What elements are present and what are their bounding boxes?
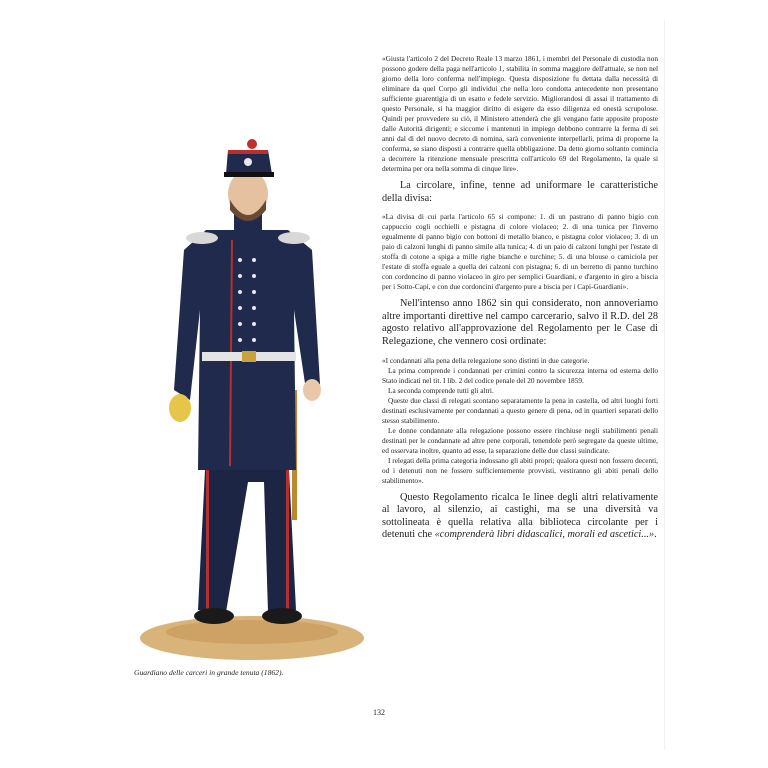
page-number: 132 — [373, 708, 385, 717]
quote-relegazione — [382, 356, 658, 486]
paragraph-regolamento-quote: «comprenderà libri didascalici, morali ed ascetici...» — [434, 529, 655, 541]
right-boot — [262, 608, 302, 624]
paragraph-divisa: La circolare, infine, tenne ad uniformare le caratteristiche della divisa: — [382, 180, 658, 204]
trousers — [198, 450, 296, 612]
right-epaulette — [278, 232, 310, 244]
book-page — [96, 18, 662, 758]
paragraph-regolamento-main: Questo Regolamento ricalca le linee degli altri relativamente al lavoro, al silenzio, ai castighi, ma se una diversità va sottolineata è quella relativa alla biblioteca circolante per i detenuti che — [382, 491, 658, 541]
tunic — [174, 230, 320, 470]
page-edge — [664, 20, 665, 750]
text-column — [382, 54, 658, 549]
guard-uniform-illustration — [136, 90, 364, 660]
quote-line: Queste due classi di relegati scontano separatamente la pena in castella, od altri luoghi forti destinati esclusivamente per condannati a questo genere di pena, od in quartieri separati dello stesso stabilimento. — [382, 395, 658, 425]
left-boot — [194, 608, 234, 624]
quote-line: «I condannati alla pena della relegazione sono distinti in due categorie. — [382, 355, 590, 365]
quote-line: Le donne condannate alla relegazione possono essere rinchiuse negli stabilimenti penali destinati per le condannate ad altre pene corporali, tenendole però segregate da queste ultime, ed osservata inoltre, quanto ad esse, la separazione delle due classi suindicate. — [382, 425, 658, 455]
quote-line: I relegati della prima categoria indossano gli abiti propri; qualora questi non fossero decenti, od i detenuti non ne fossero sufficientemente provvisti, vestiranno gli abiti penali dello stabilimento». — [382, 455, 658, 485]
glove — [169, 394, 191, 422]
paragraph-regolamento-end: . — [654, 529, 657, 541]
quote-line: La prima comprende i condannati per crimini contro la sicurezza interna od esterna dello Stato indicati nel tit. I lib. 2 del codice penale del 20 novembre 1859. — [382, 365, 658, 385]
illustration-caption: Guardiano delle carceri in grande tenuta (1862). — [134, 668, 284, 677]
quote-divisa: «La divisa di cui parla l'articolo 65 si compone: 1. di un pastrano di panno bigio con cappuccio cogli occhielli e pistagna di colore violaceo; 2. di una tunica per l'inverno egualmente di panno bigio con bottoni di metallo bianco, e pistagna color violaceo; 3. di un paio di calzoni lunghi di panno simile alla tunica; 4. di un paio di calzoni lunghi per l'estate di stoffa di cotone a spiga a mille righe bianche e turchine; 5. di una blouse o camiciola per l'estate di stoffa eguale a quella dei calzoni con pistagna; 6. di un berretto di panno turchino con cordoncino di panno violaceo in giro per semplici Guardiani, e d'argento in giro a biscia per i Sotto-Capi, e con due cordoncini d'argento pure a biscia per i Capi-Guardiani». — [382, 212, 658, 292]
quote-line: La seconda comprende tutti gli altri. — [388, 385, 494, 395]
paragraph-1862: Nell'intenso anno 1862 sin qui considerato, non annoveriamo altre importanti direttive nel campo carcerario, salvo il R.D. del 28 agosto relativo all'approvazione del Regolamento per le Case di Relegazione, che vennero così ordinate: — [382, 298, 658, 347]
quote-decree-1861: «Giusta l'articolo 2 del Decreto Reale 13 marzo 1861, i membri del Personale di custodia non possono godere della paga nell'articolo 1, stabilita in somma maggiore dell'attuale, se non nel giorno della loro conferma nell'impiego. Questa disposizione fu dettata dalla necessità di eliminare da quel Corpo gli individui che nella loro condotta antecedente non presentano sufficiente guarentigia di un esatto e fedele servizio. Migliorandosi di assai il trattamento di questo Personale, si ha maggior diritto di esigere da esso diligenza ed onestà scrupolose. Quindi per provvedere su ciò, il Ministero attenderà che gli vengano fatte apposite proposte dalle Autorità dirigenti; e siccome i mantenuti in impiego debbono contrarre la ferma di sei anni dal dì del nuovo decreto di nomina, sarà conveniente interpellarli, prima di proporne la conferma, se siano disposti a contrarre quella obbligazione. Da detto giorno soltanto comincia a decorrere la ritenzione mensuale prescritta coll'articolo 69 del Regolamento, la quale si determina per ora nella somma di cinque lire». — [382, 54, 658, 173]
left-epaulette — [186, 232, 218, 244]
paragraph-regolamento — [382, 492, 658, 542]
